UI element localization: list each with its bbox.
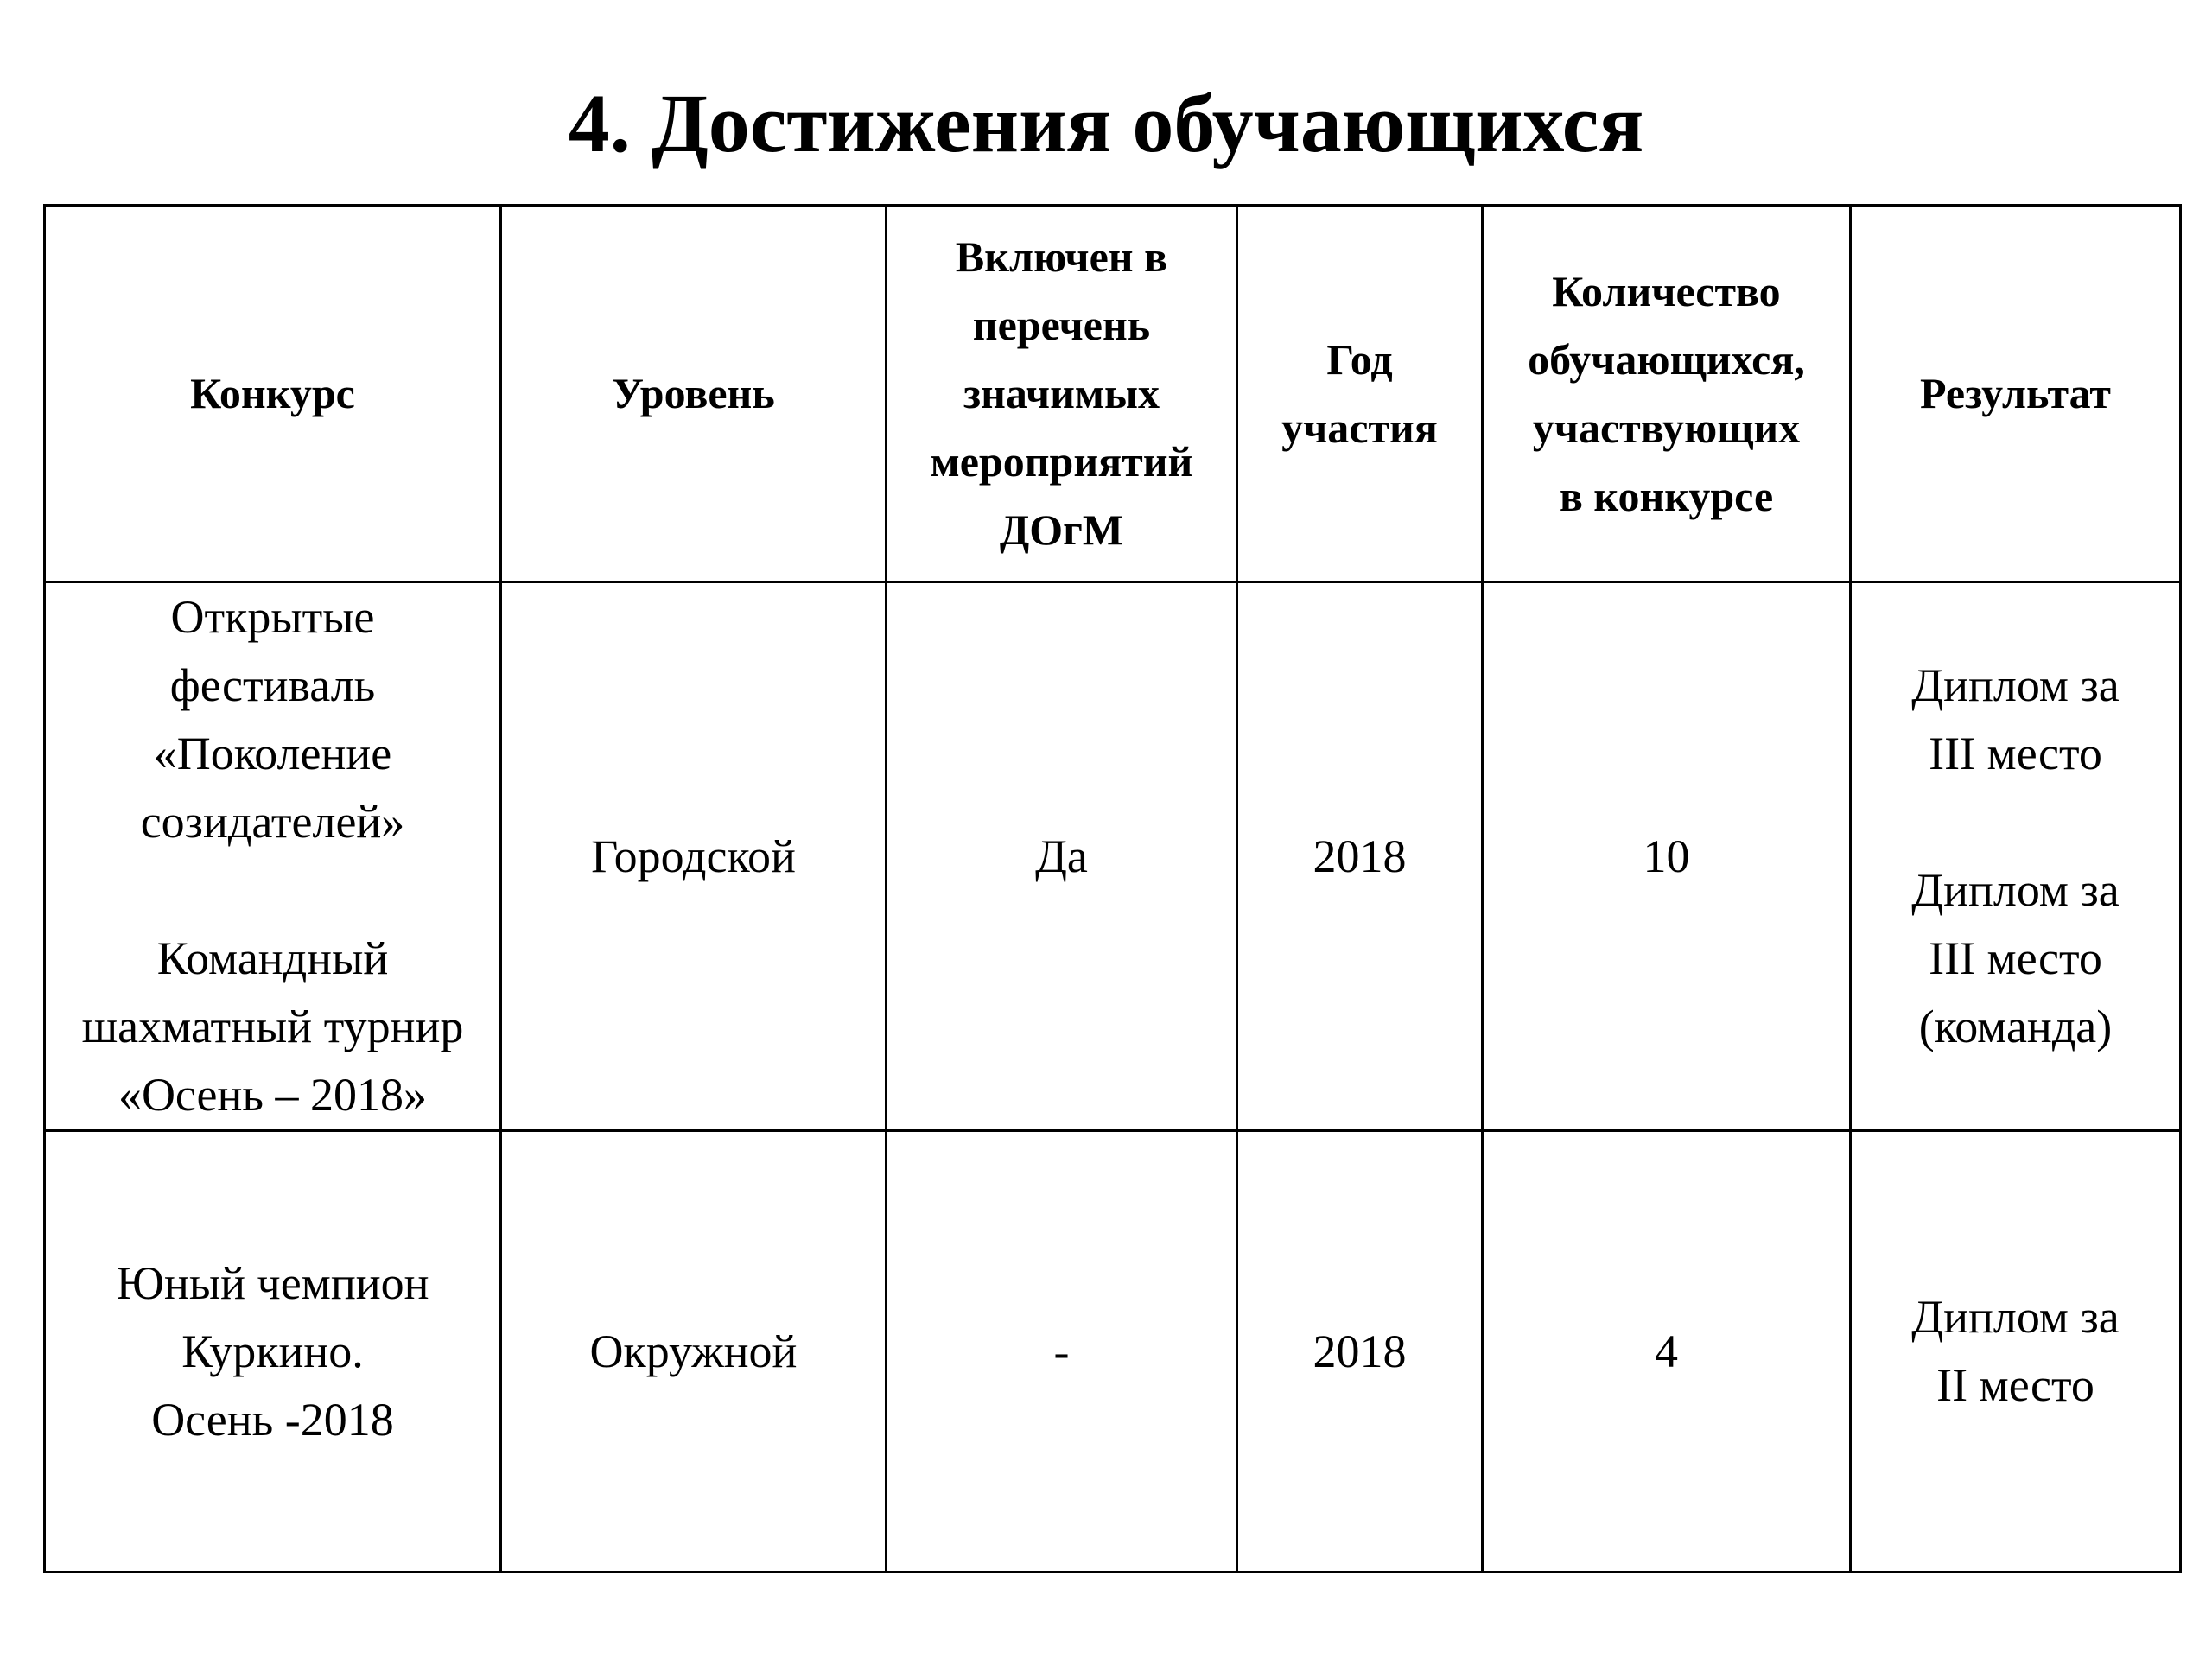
achievements-table bbox=[43, 204, 2182, 1573]
cell-result: Диплом за II место bbox=[1851, 1131, 2181, 1573]
header-row bbox=[45, 206, 2181, 582]
header-contest: Конкурс bbox=[45, 206, 501, 582]
cell-result: Диплом за III место Диплом за III место (команда) bbox=[1851, 582, 2181, 1131]
header-count: Количество обучающихся, участвующих в конкурсе bbox=[1483, 206, 1851, 582]
header-year: Год участия bbox=[1237, 206, 1483, 582]
cell-contest: Открытые фестиваль «Поколение созидателей» Командный шахматный турнир «Осень – 2018» bbox=[45, 582, 501, 1131]
header-level: Уровень bbox=[501, 206, 887, 582]
cell-contest: Юный чемпион Куркино. Осень -2018 bbox=[45, 1131, 501, 1573]
cell-count: 10 bbox=[1483, 582, 1851, 1131]
cell-included: - bbox=[887, 1131, 1237, 1573]
cell-year: 2018 bbox=[1237, 582, 1483, 1131]
cell-level: Городской bbox=[501, 582, 887, 1131]
cell-count: 4 bbox=[1483, 1131, 1851, 1573]
table-row bbox=[45, 582, 2181, 1131]
header-result: Результат bbox=[1851, 206, 2181, 582]
page-title: 4. Достижения обучающихся bbox=[568, 77, 1644, 169]
cell-level: Окружной bbox=[501, 1131, 887, 1573]
header-included: Включен в перечень значимых мероприятий ДОгМ bbox=[887, 206, 1237, 582]
table-row bbox=[45, 1131, 2181, 1573]
cell-year: 2018 bbox=[1237, 1131, 1483, 1573]
cell-included: Да bbox=[887, 582, 1237, 1131]
